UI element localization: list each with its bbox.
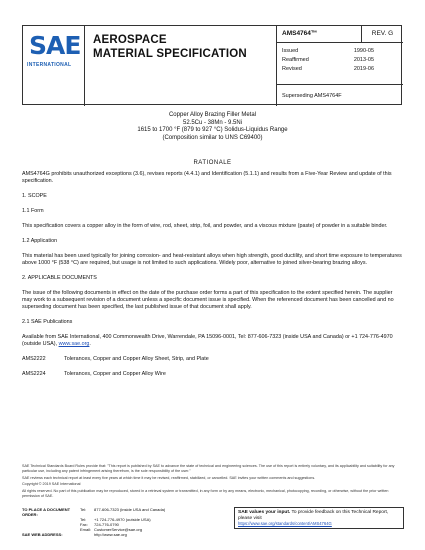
copyright: Copyright © 2019 SAE International bbox=[22, 482, 81, 487]
paragraph: This material has been used typically for joining corrosion- and heat-resistant alloys when high strength, good ductility, and short time exposure to temperatures above 1000 °F (538 °C) are required, but usage is not limited to such applications. Widely poor, alternative to joined silver-bearing brazing alloys. bbox=[22, 253, 402, 266]
order-info bbox=[22, 507, 222, 537]
title-line-1: AEROSPACE bbox=[93, 34, 167, 46]
contact-key: Fax: bbox=[80, 522, 88, 527]
contact-value: +1 724-776-4970 (outside USA) bbox=[94, 517, 151, 522]
date-label: Reaffirmed bbox=[282, 57, 309, 63]
subsection-heading: 1.1 Form bbox=[22, 208, 44, 214]
subsection-heading: 2.1 SAE Publications bbox=[22, 319, 73, 325]
subsection-heading: 1.2 Application bbox=[22, 238, 58, 244]
order-label: TO PLACE A DOCUMENT ORDER: bbox=[22, 507, 71, 517]
material-line-3: 1615 to 1700 °F (879 to 927 °C) Solidus-Liquidus Range bbox=[137, 127, 288, 133]
title-cell bbox=[85, 26, 277, 106]
contact-value: 877-606-7323 (inside USA and Canada) bbox=[94, 507, 166, 512]
reference-number: AMS2224 bbox=[22, 371, 46, 377]
paragraph: This specification covers a copper alloy in the form of wire, rod, sheet, strip, foil, and powder, and a viscous mixture (paste) of powder in a suitable binder. bbox=[22, 223, 388, 229]
doc-info-cell bbox=[277, 26, 403, 106]
contact-key: Email: bbox=[80, 527, 92, 532]
reference-item bbox=[22, 356, 404, 363]
date-value: 2019-06 bbox=[353, 66, 374, 72]
legal-paragraph: SAE reviews each technical report at least every five years at which time it may be revised, reaffirmed, stabilized, or cancelled. SAE invites your written comments and suggestions. bbox=[22, 475, 316, 480]
legal-paragraph: All rights reserved. No part of this publication may be reproduced, stored in a retrieval system or transmitted, in any form or by any means, electronic, mechanical, photocopying, recording, or otherwise, without the prior written permission of SAE. bbox=[22, 489, 389, 498]
material-title bbox=[0, 112, 425, 142]
legal-paragraph: SAE Technical Standards Board Rules provide that: "This report is published by SAE to advance the state of technical and engineering sciences. The use of this report is entirely voluntary, and its applicability and suitability for any particular use, including any patent infringement arising therefrom, is the sole responsibility of the user." bbox=[22, 464, 395, 473]
date-value: 2013-05 bbox=[353, 57, 374, 63]
sae-logo bbox=[29, 32, 79, 60]
document-body bbox=[22, 171, 404, 386]
order-line bbox=[22, 507, 222, 517]
material-line-4: (Composition similar to UNS C69400) bbox=[162, 134, 263, 141]
contact-value: CustomerService@sae.org bbox=[94, 527, 143, 532]
title-line-2: MATERIAL SPECIFICATION bbox=[93, 48, 247, 60]
date-row bbox=[282, 56, 398, 65]
revision: REV. G bbox=[361, 26, 403, 43]
web-address[interactable]: http://www.sae.org bbox=[94, 532, 127, 537]
paragraph: The issue of the following documents in effect on the date of the purchase order forms a part of this specification to the extent specified herein. The supplier may work to a subsequent revision of a document unless a specific document issue is specified. When the referenced document has been cancelled and no superseding document has been specified, the last published issue of that document shall apply. bbox=[22, 290, 394, 310]
contact-key: Tel: bbox=[80, 507, 87, 512]
doc-number-row bbox=[277, 26, 403, 43]
dates-block bbox=[282, 47, 398, 74]
date-row bbox=[282, 65, 398, 74]
date-label: Revised bbox=[282, 66, 302, 72]
feedback-text: To provide feedback on this Technical Report, please visit bbox=[238, 510, 389, 521]
paragraph: Available from SAE International, 400 Commonwealth Drive, Warrendale, PA 15096-0001, Tel: 877-606-7323 (inside USA and Canada) or +1 724-776-4970 (outside USA), www.sae.org. bbox=[22, 334, 393, 347]
material-line-1: Copper Alloy Brazing Filler Metal bbox=[168, 112, 257, 118]
logo-subtext: INTERNATIONAL bbox=[27, 62, 72, 68]
sae-publications-text: Available from SAE International, 400 Commonwealth Drive, Warrendale, PA 15096-0001, Tel: 877-606-7323 (inside USA and Canada) or +1 724-776-4970 (outside USA), bbox=[22, 334, 393, 347]
web-label: SAE WEB ADDRESS: bbox=[22, 532, 63, 537]
logo-text: SAE bbox=[29, 31, 81, 60]
reference-title: Tolerances, Copper and Copper Alloy Wire bbox=[64, 371, 166, 377]
contact-value: 724-776-0790 bbox=[94, 522, 119, 527]
header-block bbox=[22, 25, 402, 105]
reference-title: Tolerances, Copper and Copper Alloy Sheet, Strip, and Plate bbox=[64, 356, 209, 362]
section-heading: 2. APPLICABLE DOCUMENTS bbox=[22, 275, 97, 281]
date-value: 1990-05 bbox=[353, 48, 374, 54]
order-line bbox=[22, 532, 222, 537]
superseding-note: Superseding AMS4764F bbox=[277, 84, 403, 106]
reference-item bbox=[22, 371, 404, 378]
doc-number: AMS4764™ bbox=[282, 30, 318, 37]
feedback-link[interactable]: https://www.sae.org/standards/content/AMS4764G bbox=[238, 521, 332, 527]
date-label: Issued bbox=[282, 48, 299, 54]
section-heading: 1. SCOPE bbox=[22, 193, 47, 199]
logo-cell bbox=[23, 26, 85, 106]
date-row bbox=[282, 47, 398, 56]
legal-footer bbox=[22, 464, 404, 501]
rationale-text: AMS4764G prohibits unauthorized exceptions (3.6), revises reports (4.4.1) and Identification (5.1.1) and results from a Five-Year Review and update of this specification. bbox=[22, 171, 392, 184]
feedback-heading: SAE values your input. bbox=[238, 510, 291, 515]
material-line-2: 52.5Cu - 38Mn - 9.5Ni bbox=[182, 119, 243, 126]
rationale-heading: RATIONALE bbox=[193, 160, 232, 166]
feedback-box bbox=[234, 507, 404, 529]
reference-number: AMS2222 bbox=[22, 356, 46, 362]
sae-website-link[interactable]: www.sae.org bbox=[58, 341, 90, 347]
contact-key: Tel: bbox=[80, 517, 87, 522]
